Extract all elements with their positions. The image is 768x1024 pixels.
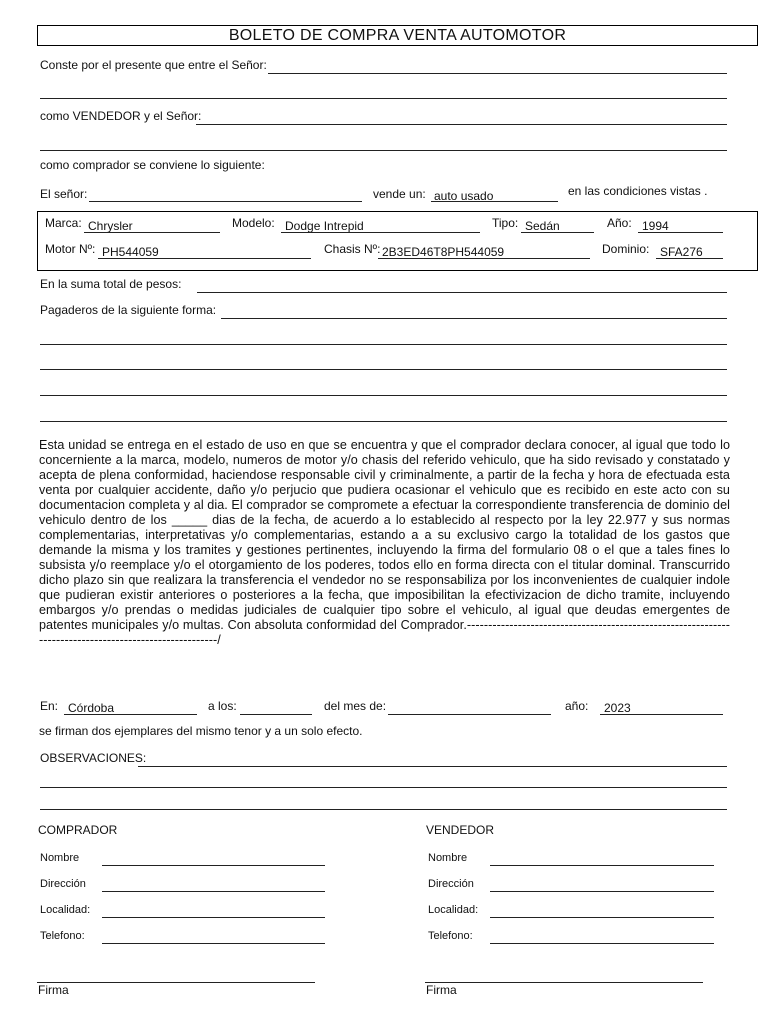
mes-label: del mes de: <box>324 699 387 713</box>
tipo-label: Tipo: <box>492 216 519 230</box>
seller-intro-label: Conste por el presente que entre el Señor: <box>40 58 267 72</box>
alos-line[interactable] <box>240 714 312 715</box>
terms-paragraph: Esta unidad se entrega en el estado de uso en que se encuentra y que el comprador declara conocer, al igual que todo lo concerniente a la marca, modelo, numeros de motor y/o chasis del referido vehiculo, que ha sido revisado y constatado y acepta de plena conformidad, haciendose responsable civil y criminalmente, a partir de la fecha y hora de efectuada esta venta por cualquier accidente, daño y/o perjucio que pudiera ocasionar el vehiculo que es recibido en este acto con su documentacion completa y al dia. El comprador se compromete a efectuar la correspondiente transferencia de dominio del vehiculo dentro de los _____ dias de la fecha, de acuerdo a lo establecido al respecto por la ley 22.977 y sus normas complementarias, interpretativas y/o complementarias, estando a a su exclusivo cargo la totalidad de los gastos que demande la misma y los tramites y gestiones pertinentes, incluyendo la firma del formulario 08 o el que a tales fines lo subsista y/o reemplace y/o el otorgamiento de los poderes, todos ello en forma directa con el titular dominal. Transcurrido dicho plazo sin que realizara la transferencia el vendedor no se responsabiliza por los inconvenientes de cualquier indole que pudieran existir anteriores o posteriores a la fecha, que imposibilitan la efectivizacion de dicho tramite, incluyendo embargos y/o prendas o medidas judiciales de cualquier tipo sobre el vehiculo, al igual que deudas emergentes de patentes municipales y/o multas. Con absoluta conformidad del Comprador.--------------------------------------------------------------------------------------------------------/ <box>39 438 730 647</box>
tipo-line <box>521 232 594 233</box>
signing-anio-value[interactable]: 2023 <box>604 701 631 715</box>
marca-label: Marca: <box>45 216 82 230</box>
marca-value[interactable]: Chrysler <box>88 219 133 233</box>
forma-pago-line[interactable] <box>221 318 727 319</box>
vende-line <box>431 201 558 202</box>
comprador-direccion-line[interactable] <box>102 891 325 892</box>
vendedor-nombre-label: Nombre <box>428 852 468 864</box>
signing-anio-line <box>600 714 723 715</box>
seller-name-line[interactable] <box>268 73 727 74</box>
comprador-firma-label: Firma <box>38 983 69 997</box>
vendedor-firma-label: Firma <box>426 983 457 997</box>
comprador-nombre-line[interactable] <box>102 865 325 866</box>
document-title: BOLETO DE COMPRA VENTA AUTOMOTOR <box>37 25 758 46</box>
motor-label: Motor Nº: <box>45 242 96 256</box>
forma-pago-line-3[interactable] <box>40 369 727 370</box>
buyer-name-line-2[interactable] <box>40 150 727 151</box>
firman-text: se firman dos ejemplares del mismo tenor y a un solo efecto. <box>39 724 363 738</box>
agreement-intro-label: como comprador se conviene lo siguiente: <box>40 158 265 172</box>
anio-line <box>638 232 723 233</box>
vendedor-direccion-line[interactable] <box>490 891 714 892</box>
chasis-line <box>378 258 590 259</box>
comprador-telefono-label: Telefono: <box>40 930 85 942</box>
vendedor-firma-line[interactable] <box>425 982 703 983</box>
forma-pago-line-5[interactable] <box>40 421 727 422</box>
observaciones-line[interactable] <box>138 766 727 767</box>
vendedor-localidad-line[interactable] <box>490 917 714 918</box>
suma-line[interactable] <box>197 292 727 293</box>
en-line <box>64 714 197 715</box>
en-value[interactable]: Córdoba <box>68 701 115 715</box>
anio-value[interactable]: 1994 <box>642 219 669 233</box>
vende-label: vende un: <box>373 187 426 201</box>
marca-line <box>84 232 220 233</box>
anio-label: Año: <box>607 216 632 230</box>
condiciones-label: en las condiciones vistas . <box>568 184 708 198</box>
mes-line[interactable] <box>388 714 551 715</box>
chasis-value[interactable]: 2B3ED46T8PH544059 <box>382 245 505 259</box>
en-label: En: <box>40 699 59 713</box>
observaciones-label: OBSERVACIONES: <box>40 751 147 765</box>
motor-value[interactable]: PH544059 <box>102 245 159 259</box>
alos-label: a los: <box>208 699 237 713</box>
tipo-value[interactable]: Sedán <box>525 219 560 233</box>
el-senor-label: El señor: <box>40 187 88 201</box>
forma-pago-line-2[interactable] <box>40 344 727 345</box>
buyer-name-line[interactable] <box>196 124 727 125</box>
vendedor-telefono-line[interactable] <box>490 943 714 944</box>
vendedor-direccion-label: Dirección <box>428 878 474 890</box>
forma-pago-label: Pagaderos de la siguiente forma: <box>40 303 217 317</box>
buyer-intro-label: como VENDEDOR y el Señor: <box>40 109 202 123</box>
comprador-direccion-label: Dirección <box>40 878 86 890</box>
motor-line <box>98 258 311 259</box>
comprador-telefono-line[interactable] <box>102 943 325 944</box>
forma-pago-line-4[interactable] <box>40 395 727 396</box>
comprador-localidad-label: Localidad: <box>40 904 91 916</box>
suma-label: En la suma total de pesos: <box>40 277 182 291</box>
dominio-label: Dominio: <box>602 242 650 256</box>
vende-value[interactable]: auto usado <box>434 189 494 203</box>
dominio-value[interactable]: SFA276 <box>660 245 703 259</box>
vendedor-localidad-label: Localidad: <box>428 904 479 916</box>
comprador-heading: COMPRADOR <box>38 823 118 837</box>
vendedor-telefono-label: Telefono: <box>428 930 473 942</box>
vendedor-heading: VENDEDOR <box>426 823 495 837</box>
comprador-localidad-line[interactable] <box>102 917 325 918</box>
comprador-firma-line[interactable] <box>37 982 315 983</box>
comprador-nombre-label: Nombre <box>40 852 80 864</box>
modelo-label: Modelo: <box>232 216 275 230</box>
el-senor-line[interactable] <box>89 201 362 202</box>
observaciones-line-3[interactable] <box>40 809 727 810</box>
vendedor-nombre-line[interactable] <box>490 865 714 866</box>
chasis-label: Chasis Nº: <box>324 242 381 256</box>
modelo-value[interactable]: Dodge Intrepid <box>285 219 364 233</box>
observaciones-line-2[interactable] <box>40 787 727 788</box>
modelo-line <box>281 232 480 233</box>
dominio-line <box>656 258 723 259</box>
signing-anio-label: año: <box>565 699 589 713</box>
seller-name-line-2[interactable] <box>40 98 727 99</box>
